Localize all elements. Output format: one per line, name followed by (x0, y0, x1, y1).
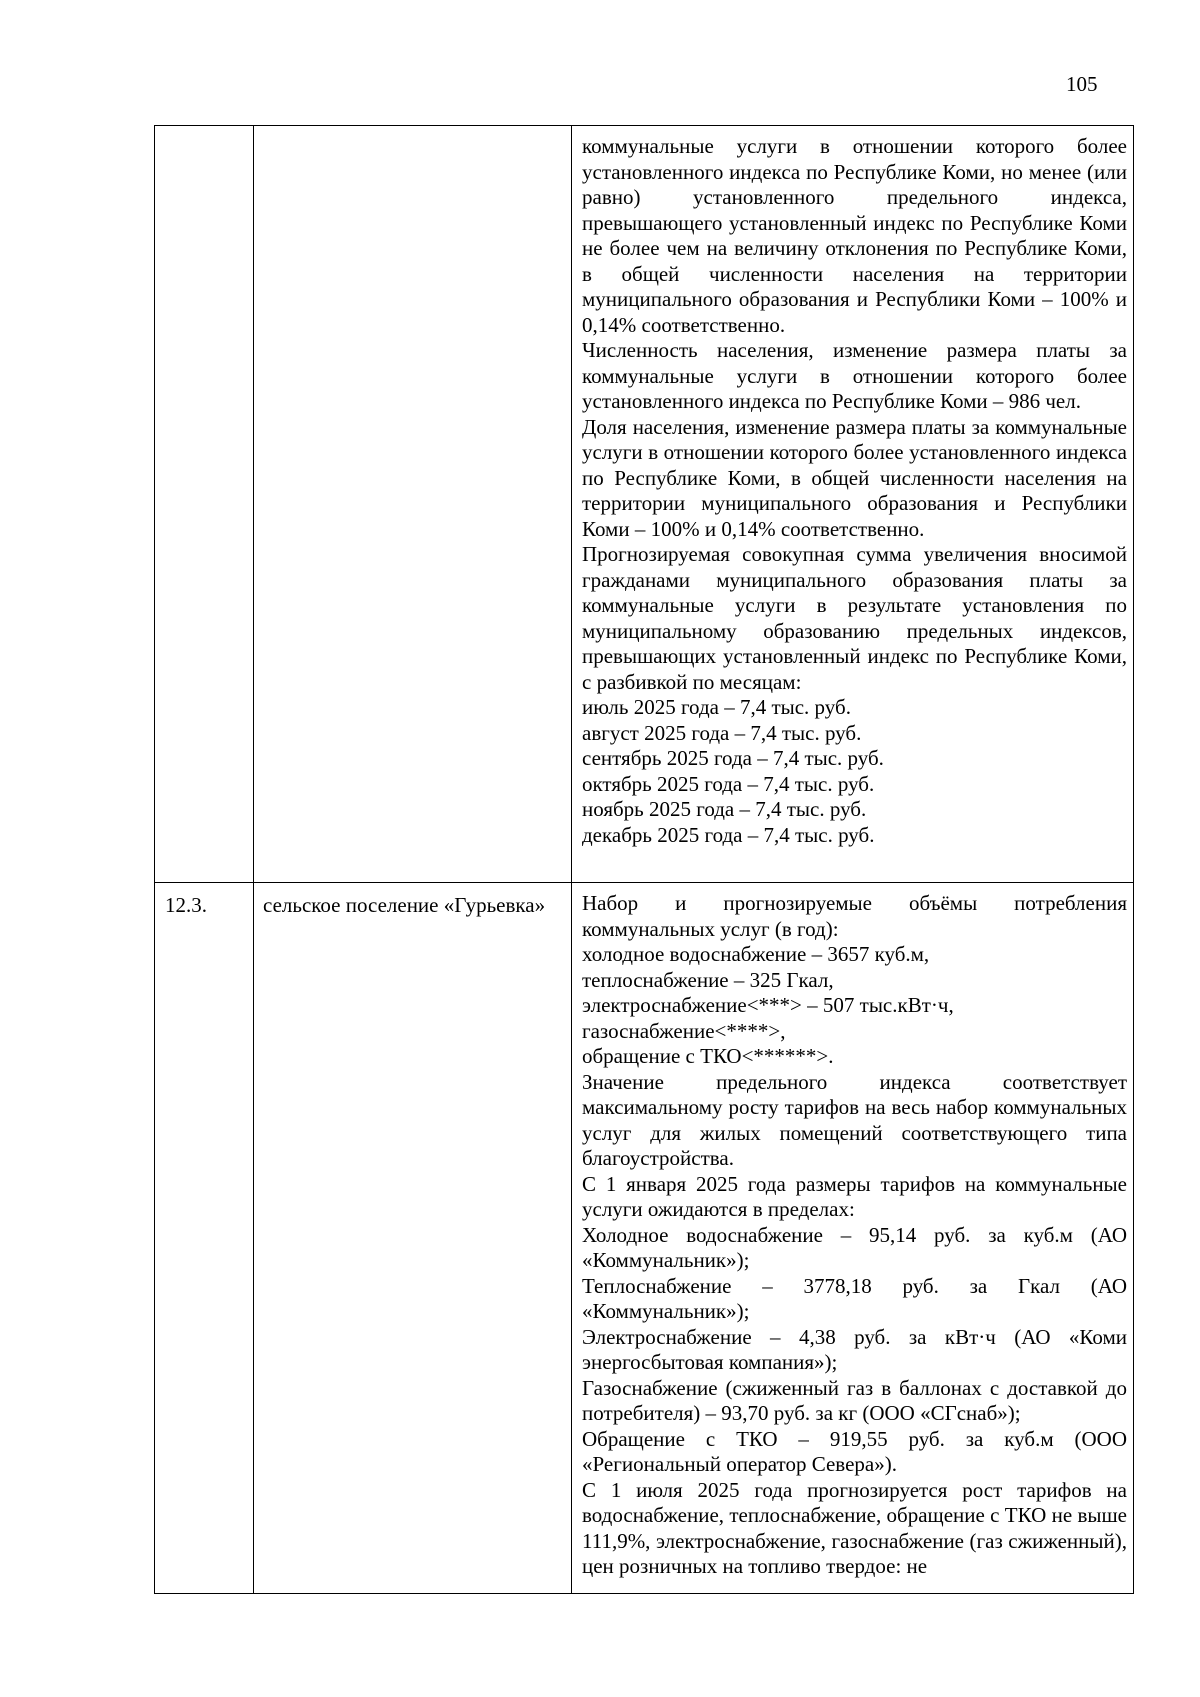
consumption-line: теплоснабжение – 325 Гкал, (582, 967, 834, 992)
text-paragraph: Набор и прогнозируемые объёмы потребления коммунальных услуг (в год): (582, 891, 1127, 941)
monthly-amount-line: октябрь 2025 года – 7,4 тыс. руб. (582, 771, 875, 796)
page-number: 105 (1066, 72, 1098, 96)
text-paragraph: Значение предельного индекса соответствует максимальному росту тарифов на весь набор коммунальных услуг для жилых помещений соответствующего типа благоустройства. (582, 1069, 1127, 1170)
monthly-amount-line: сентябрь 2025 года – 7,4 тыс. руб. (582, 746, 884, 770)
monthly-amount-line: июль 2025 года – 7,4 тыс. руб. (582, 695, 851, 719)
consumption-line: холодное водоснабжение – 3657 куб.м, (582, 942, 930, 966)
tariff-paragraph: Обращение с ТКО – 919,55 руб. за куб.м (ООО «Региональный оператор Севера»). (582, 1426, 1127, 1476)
text-paragraph: С 1 января 2025 года размеры тарифов на коммунальные услуги ожидаются в пределах: (582, 1171, 1127, 1221)
text-paragraph: Прогнозируемая совокупная сумма увеличения вносимой гражданами муниципального образования платы за коммунальные услуги в результате установления по муниципальному образованию предельных индексов, превышающих установленный индекс по Республике Коми, с разбивкой по месяцам: (582, 542, 1127, 694)
tariff-paragraph: Газоснабжение (сжиженный газ в баллонах с доставкой до потребителя) – 93,70 руб. за кг (ООО «СГснаб»); (582, 1375, 1127, 1425)
consumption-line: газоснабжение<****>, (582, 1018, 786, 1043)
text-paragraph: Численность населения, изменение размера платы за коммунальные услуги в отношении которого более установленного индекса по Республике Коми – 986 чел. (582, 338, 1127, 413)
consumption-line: электроснабжение<***> – 507 тыс.кВт·ч, (582, 993, 954, 1017)
text-paragraph: С 1 июля 2025 года прогнозируется рост тарифов на водоснабжение, теплоснабжение, обращение с ТКО не выше 111,9%, электроснабжение, газоснабжение (газ сжиженный), цен розничных на топливо твердое: не (582, 1477, 1127, 1578)
municipality-name-cell (254, 126, 572, 883)
text-paragraph: Доля населения, изменение размера платы за коммунальные услуги в отношении которого более установленного индекса по Республике Коми, в общей численности населения на территории муниципального образования и Республики Коми – 100% и 0,14% соответственно. (582, 414, 1127, 541)
table-row (155, 126, 1134, 883)
row-number-cell (155, 126, 254, 883)
monthly-amount-line: декабрь 2025 года – 7,4 тыс. руб. (582, 822, 875, 847)
tariff-paragraph: Теплоснабжение – 3778,18 руб. за Гкал (АО «Коммунальник»); (582, 1273, 1127, 1323)
tariff-paragraph: Электроснабжение – 4,38 руб. за кВт·ч (АО «Коми энергосбытовая компания»); (582, 1324, 1127, 1374)
description-cell (572, 883, 1134, 1594)
consumption-line: обращение с ТКО<******>. (582, 1044, 834, 1068)
monthly-amount-line: ноябрь 2025 года – 7,4 тыс. руб. (582, 797, 867, 821)
monthly-amount-line: август 2025 года – 7,4 тыс. руб. (582, 720, 862, 745)
description-cell (572, 126, 1134, 883)
row-number-cell: 12.3. (155, 883, 254, 1594)
municipality-name-cell: сельское поселение «Гурьевка» (254, 883, 572, 1594)
tariff-paragraph: Холодное водоснабжение – 95,14 руб. за куб.м (АО «Коммунальник»); (582, 1222, 1127, 1272)
document-table (154, 125, 1134, 1594)
text-paragraph: коммунальные услуги в отношении которого более установленного индекса по Республике Коми, но менее (или равно) установленного предельного индекса, превышающего установленный индекс по Республике Коми не более чем на величину отклонения по Республике Коми, в общей численности населения на территории муниципального образования и Республики Коми – 100% и 0,14% соответственно. (582, 134, 1127, 337)
table-row (155, 883, 1134, 1594)
